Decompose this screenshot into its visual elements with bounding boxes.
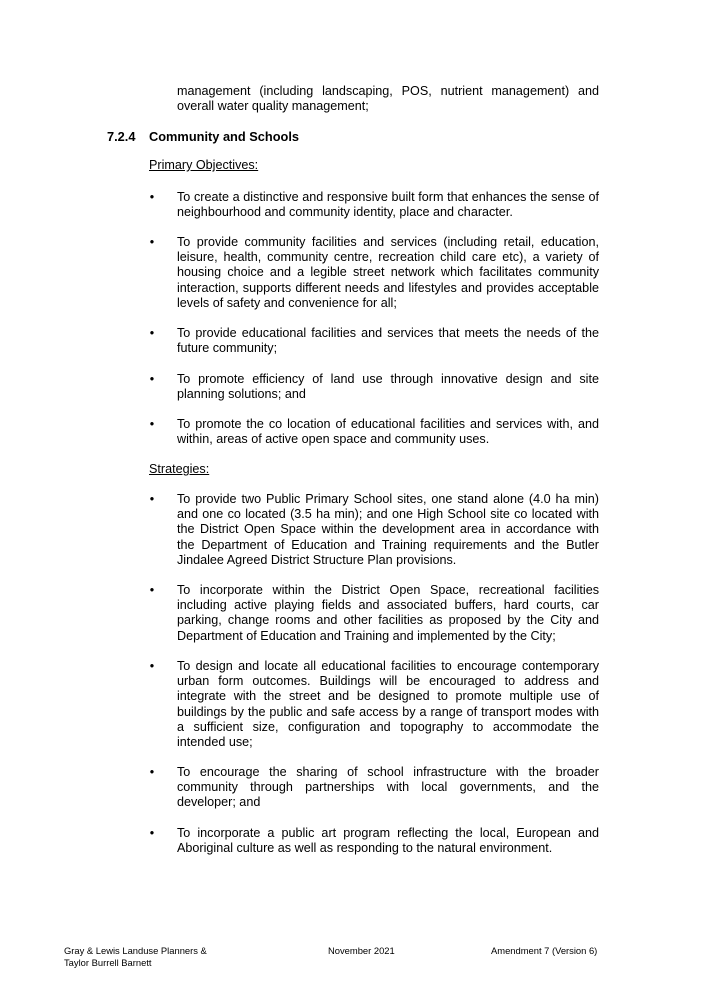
bullet-icon: •: [149, 583, 155, 597]
bullet-icon: •: [149, 372, 155, 386]
strategy-text: To incorporate a public art program reflecting the local, European and Aboriginal culture as well as responding to the natural environment.: [177, 826, 599, 856]
section-number: 7.2.4: [107, 129, 136, 144]
strategy-item: [149, 826, 599, 856]
strategy-text: To incorporate within the District Open Space, recreational facilities including active playing fields and associated buffers, hard courts, car parking, change rooms and other facilities as proposed by the City and Department of Education and Training and implemented by the City;: [177, 583, 599, 643]
strategies-heading: Strategies:: [149, 462, 210, 476]
bullet-icon: •: [149, 765, 155, 779]
bullet-icon: •: [149, 235, 155, 249]
objective-item: [149, 235, 599, 311]
objective-item: [149, 190, 599, 220]
objective-text: To promote the co location of educational facilities and services with, and within, areas of active open space and community uses.: [177, 417, 599, 447]
section-title: Community and Schools: [149, 129, 300, 144]
strategy-text: To design and locate all educational facilities to encourage contemporary urban form outcomes. Buildings will be encouraged to address and integrate with the street and be designed to promote multiple use of buildings by the public and safe access by a range of transport modes with a sufficient size, configuration and topography to accommodate the intended use;: [177, 659, 599, 750]
bullet-icon: •: [149, 417, 155, 431]
intro-paragraph: management (including landscaping, POS, nutrient management) and overall water quality management;: [177, 84, 599, 114]
objective-item: [149, 372, 599, 402]
bullet-icon: •: [149, 659, 155, 673]
objective-text: To provide educational facilities and services that meets the needs of the future community;: [177, 326, 599, 356]
objective-text: To create a distinctive and responsive built form that enhances the sense of neighbourhood and community identity, place and character.: [177, 190, 599, 220]
strategy-item: [149, 765, 599, 811]
strategy-item: [149, 492, 599, 568]
strategy-item: [149, 659, 599, 750]
objectives-heading: Primary Objectives:: [149, 158, 259, 172]
footer-author-line2: Taylor Burrell Barnett: [64, 957, 152, 968]
footer-version: Amendment 7 (Version 6): [491, 945, 598, 956]
objective-item: [149, 326, 599, 356]
footer-left: [64, 945, 207, 969]
footer-author-line1: Gray & Lewis Landuse Planners &: [64, 945, 207, 956]
bullet-icon: •: [149, 190, 155, 204]
strategy-text: To provide two Public Primary School sites, one stand alone (4.0 ha min) and one co located (3.5 ha min); and one High School site co located with the District Open Space within the development area in accordance with the Department of Education and Training requirements and the Butler Jindalee Agreed District Structure Plan provisions.: [177, 492, 599, 567]
bullet-icon: •: [149, 326, 155, 340]
bullet-icon: •: [149, 492, 155, 506]
objective-text: To provide community facilities and services (including retail, education, leisure, health, community centre, recreation child care etc), a variety of housing choice and a legible street network which facilitates community interaction, supports different needs and lifestyles and provides acceptable levels of safety and convenience for all;: [177, 235, 599, 310]
strategy-text: To encourage the sharing of school infrastructure with the broader community through partnerships with local governments, and the developer; and: [177, 765, 599, 810]
footer-date: November 2021: [328, 945, 395, 956]
objective-text: To promote efficiency of land use through innovative design and site planning solutions; and: [177, 372, 599, 402]
strategy-item: [149, 583, 599, 644]
bullet-icon: •: [149, 826, 155, 840]
objective-item: [149, 417, 599, 447]
section-heading: [107, 129, 299, 144]
